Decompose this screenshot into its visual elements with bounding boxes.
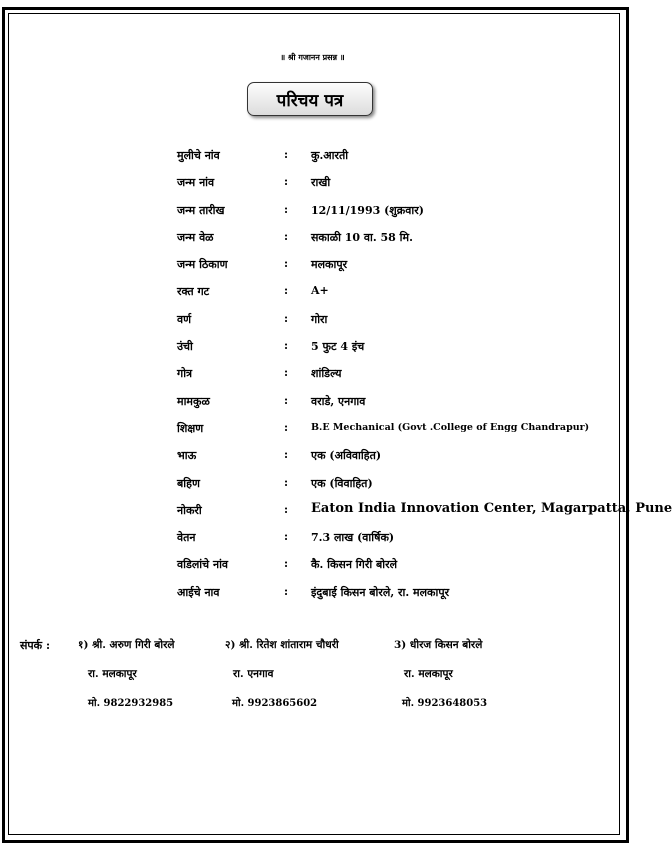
- contact-name: २) श्री. रितेश शांताराम चौधरी: [225, 639, 339, 651]
- detail-value: B.E Mechanical (Govt .College of Engg Chandrapur): [311, 421, 590, 433]
- detail-value: कै. किसन गिरी बोरले: [311, 558, 398, 572]
- contact-mobile: मो. 9822932985: [88, 698, 174, 709]
- details-table: [0, 142, 672, 606]
- detail-colon: :: [284, 393, 289, 407]
- detail-row-education: [0, 415, 625, 442]
- detail-colon: :: [284, 339, 289, 353]
- detail-row-girl-name: [0, 142, 625, 169]
- detail-value: एक (विवाहित): [311, 476, 373, 490]
- detail-colon: :: [284, 257, 289, 271]
- detail-colon: :: [284, 530, 289, 544]
- detail-label: मुलीचे नांव: [177, 149, 220, 162]
- detail-label: वर्ण: [177, 312, 192, 326]
- detail-colon: :: [284, 284, 289, 298]
- detail-row-gotra: [0, 360, 625, 387]
- detail-value: राखी: [311, 176, 331, 190]
- detail-value: गोरा: [311, 312, 328, 326]
- detail-label: नोकरी: [177, 503, 202, 517]
- detail-colon: :: [284, 229, 289, 243]
- detail-colon: :: [284, 557, 289, 571]
- detail-colon: :: [284, 420, 289, 434]
- detail-value: 12/11/1993 (शुक्रवार): [311, 203, 424, 217]
- detail-value: शांडिल्य: [311, 367, 342, 381]
- detail-label: मामकुळ: [177, 394, 210, 408]
- detail-row-birth-time: [0, 224, 625, 251]
- detail-label: गोत्र: [177, 367, 193, 381]
- contact-label: संपर्क :: [20, 639, 51, 652]
- blessing-line: ॥ श्री गजानन प्रसन्न ॥: [280, 52, 345, 62]
- detail-label: वेतन: [177, 531, 196, 545]
- detail-label: आईचे नाव: [177, 585, 220, 599]
- contact-place: रा. एनगाव: [233, 668, 274, 680]
- detail-label: जन्म ठिकाण: [177, 258, 228, 272]
- contact-mobile: मो. 9923648053: [402, 698, 488, 709]
- detail-colon: :: [284, 475, 289, 489]
- contact-place: रा. मलकापूर: [88, 668, 137, 680]
- detail-label: शिक्षण: [177, 421, 204, 435]
- detail-row-birth-date: [0, 197, 625, 224]
- detail-row-birth-name: [0, 169, 625, 196]
- detail-colon: :: [284, 584, 289, 598]
- detail-row-brother: [0, 442, 625, 469]
- detail-colon: :: [284, 366, 289, 380]
- detail-row-sister: [0, 470, 625, 497]
- contact-name: 3) धीरज किसन बोरले: [394, 639, 483, 651]
- detail-value: कु.आरती: [311, 149, 349, 162]
- detail-row-maternal-family: [0, 388, 625, 415]
- detail-value: वराडे, एनगाव: [311, 394, 366, 408]
- detail-label: रक्त गट: [177, 285, 210, 299]
- detail-row-height: [0, 333, 625, 360]
- detail-value: 5 फुट 4 इंच: [311, 340, 365, 354]
- detail-value: A+: [311, 284, 329, 298]
- detail-colon: :: [284, 202, 289, 216]
- detail-label: वडिलांचे नांव: [177, 558, 229, 572]
- detail-value: सकाळी 10 वा. 58 मि.: [311, 230, 413, 244]
- detail-label: बहिण: [177, 476, 200, 490]
- detail-row-blood-group: [0, 278, 625, 305]
- detail-colon: :: [284, 448, 289, 462]
- detail-colon: :: [284, 311, 289, 325]
- detail-value: 7.3 लाख (वार्षिक): [311, 531, 395, 545]
- detail-label: जन्म नांव: [177, 176, 215, 190]
- detail-row-mother-name: [0, 579, 625, 606]
- detail-row-birth-place: [0, 251, 625, 278]
- detail-colon: :: [284, 148, 289, 161]
- page-title: परिचय पत्र: [247, 82, 373, 116]
- detail-label: जन्म वेळ: [177, 230, 214, 244]
- detail-value: इंदुबाई किसन बोरले, रा. मलकापूर: [311, 585, 450, 599]
- detail-value: एक (अविवाहित): [311, 449, 382, 463]
- contact-mobile: मो. 9923865602: [232, 698, 318, 709]
- detail-row-job: [0, 497, 672, 524]
- detail-label: जन्म तारीख: [177, 203, 225, 217]
- detail-colon: :: [284, 502, 289, 516]
- detail-value: Eaton India Innovation Center, Magarpatta, Pune: [311, 500, 672, 516]
- detail-label: उंची: [177, 340, 193, 354]
- contact-name: १) श्री. अरुण गिरी बोरले: [78, 639, 175, 651]
- detail-label: भाऊ: [177, 449, 197, 463]
- contact-place: रा. मलकापूर: [404, 668, 453, 680]
- detail-row-father-name: [0, 551, 625, 578]
- detail-colon: :: [284, 175, 289, 189]
- detail-row-complexion: [0, 306, 625, 333]
- detail-value: मलकापूर: [311, 258, 348, 272]
- detail-row-salary: [0, 524, 625, 551]
